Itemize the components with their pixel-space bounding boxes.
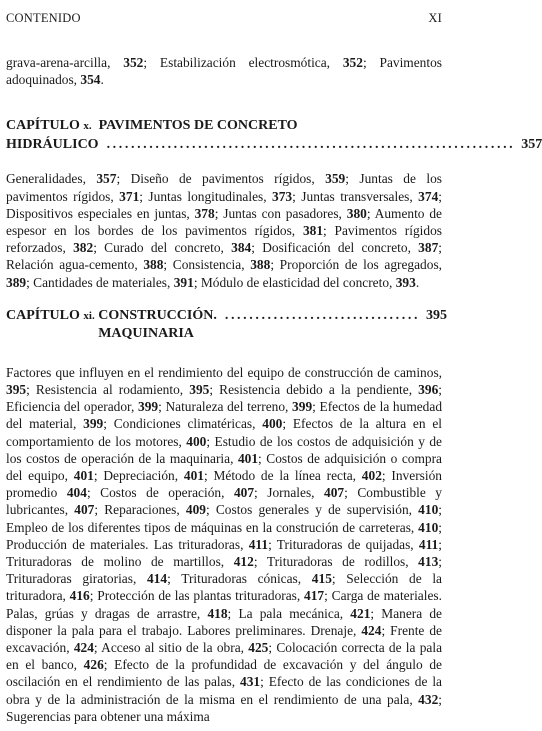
- entry-text: ; Pavimentos rígidos reforzados,: [6, 223, 443, 256]
- entry-text: ; Aumento de espesor en los bordes de los pavimentos rígidos,: [6, 205, 442, 239]
- entry-text: ; Método de la línea recta,: [203, 468, 362, 484]
- chapter-title-line-2: HIDRÁULICO: [6, 136, 99, 152]
- chapter-title-line-1: PAVIMENTOS DE CONCRETO: [98, 118, 298, 134]
- entry-text: ; Costos generales y de supervisión,: [205, 502, 419, 518]
- entry-page-number: 354: [80, 72, 101, 88]
- entry-page-number: 401: [237, 450, 259, 466]
- entry-text: ; Producción de materiales. Las trituradoras,: [6, 519, 442, 552]
- entry-text: ; La pala mecánica,: [227, 605, 351, 621]
- entry-text: ; Trituradoras de quijadas,: [268, 536, 419, 552]
- entry-page-number: 407: [233, 485, 255, 501]
- entry-text: ; Sugerencias para obtener una máxima: [6, 691, 442, 724]
- entry-text: ; Juntas con pasadores,: [214, 205, 347, 221]
- entry-text: ; Estudio de los costos de adquisición y de los costos de operación de la maquinaria,: [6, 433, 442, 466]
- entry-page-number: 404: [66, 485, 87, 501]
- running-header-title: CONTENIDO: [6, 11, 81, 25]
- chapter-label: CAPÍTULO: [6, 118, 80, 134]
- chapter-title-line-1: CONSTRUCCIÓN. MAQUINARIA: [98, 307, 217, 342]
- entry-text: ; Efecto de las condiciones de la obra y de la administración de la misma en el rendimiento de una pala,: [6, 674, 442, 707]
- entry-page-number: 399: [138, 399, 159, 415]
- entry-page-number: 432: [418, 691, 439, 707]
- entry-text: ; Consistencia,: [163, 257, 251, 273]
- entry-text: ; Dispositivos especiales en juntas,: [6, 188, 442, 221]
- entry-text: ; Condiciones climatéricas,: [103, 416, 263, 432]
- chapter-page-number: 395: [426, 307, 448, 323]
- entry-text: .: [415, 274, 420, 290]
- entry-page-number: 395: [6, 382, 27, 398]
- entry-page-number: 384: [231, 240, 252, 256]
- continued-entries: [6, 54, 442, 88]
- entry-text: ; Juntas transversales,: [292, 188, 419, 204]
- entry-text: grava-arena-arcilla,: [6, 55, 124, 70]
- entry-text: ; Efectos de la altura en el comportamiento de los motores,: [6, 416, 443, 449]
- chapter-heading-xi: [6, 307, 448, 344]
- entry-text: ; Combustible y lubricantes,: [6, 485, 443, 518]
- entry-text: ; Diseño de pavimentos rígidos,: [116, 171, 326, 187]
- entry-page-number: 418: [207, 605, 228, 621]
- entry-text: ; Empleo de los diferentes tipos de máquinas en la construción de carreteras,: [6, 502, 442, 535]
- entry-text: ; Resistencia al rodamiento,: [26, 382, 190, 398]
- entry-page-number: 399: [83, 416, 104, 432]
- entry-text: ; Reparaciones,: [94, 502, 186, 518]
- chapter-x-entries: [6, 170, 442, 290]
- chapter-heading-line-1: [6, 117, 442, 136]
- entry-page-number: 389: [6, 274, 27, 290]
- entry-page-number: 409: [185, 502, 206, 518]
- entry-text: ; Protección de las plantas trituradoras,: [89, 588, 305, 604]
- entry-text: ; Frente de excavación,: [6, 622, 443, 656]
- entry-page-number: 421: [350, 605, 371, 621]
- entry-text: ; Inversión promedio: [6, 468, 442, 501]
- entry-page-number: 352: [123, 55, 144, 70]
- entry-page-number: 400: [262, 416, 283, 432]
- entry-page-number: 416: [69, 588, 90, 604]
- entry-page-number: 357: [96, 171, 117, 187]
- entry-page-number: 411: [418, 536, 439, 552]
- entry-page-number: 396: [418, 382, 439, 398]
- entry-page-number: 359: [325, 171, 346, 187]
- entry-page-number: 425: [248, 640, 269, 656]
- entry-text: ; Acceso al sitio de la obra,: [93, 640, 249, 656]
- entry-page-number: 388: [143, 257, 164, 273]
- entry-text: ; Resistencia debido a la pendiente,: [209, 382, 419, 398]
- entry-page-number: 399: [292, 399, 313, 415]
- entry-text: ; Eficiencia del operador,: [6, 382, 442, 415]
- entry-text: ; Trituradoras cónicas,: [167, 571, 312, 587]
- entry-page-number: 402: [361, 468, 382, 484]
- entry-page-number: 382: [73, 240, 94, 256]
- entry-page-number: 414: [146, 571, 168, 587]
- entry-page-number: 407: [324, 485, 345, 501]
- dot-leader: ................................: [224, 307, 421, 323]
- entry-text: ; Pavimentos adoquinados,: [6, 55, 442, 88]
- entry-page-number: 380: [346, 205, 367, 221]
- entry-page-number: 413: [418, 554, 439, 570]
- entry-page-number: 401: [183, 468, 204, 484]
- entry-text: ; Módulo de elasticidad del concreto,: [193, 274, 396, 290]
- entry-page-number: 412: [233, 554, 254, 570]
- entry-page-number: 417: [304, 588, 325, 604]
- entry-text: ; Selección de la trituradora,: [6, 571, 442, 604]
- entry-page-number: 401: [73, 468, 94, 484]
- entry-text: ; Trituradoras de molino de martillos,: [6, 536, 442, 570]
- dot-leader: ...................................................................: [106, 136, 516, 152]
- entry-text: ; Proporción de los agregados,: [270, 257, 443, 273]
- entry-text: ; Depreciación,: [93, 468, 184, 484]
- chapter-page-number: 357: [521, 136, 542, 152]
- entry-text: ; Manera de disponer la pala para el trabajo. Labores preliminares. Drenaje,: [6, 605, 442, 638]
- running-header-page-number: XI: [428, 11, 442, 25]
- chapter-label: CAPÍTULO: [6, 307, 80, 323]
- entry-text: ; Dosificación del concreto,: [251, 240, 419, 256]
- entry-page-number: 410: [418, 502, 439, 518]
- entry-page-number: 393: [395, 274, 416, 290]
- running-header: [6, 8, 442, 28]
- entry-text: ; Costos de adquisición o compra del equipo,: [6, 450, 442, 484]
- entry-text: ; Trituradoras de rodillos,: [253, 554, 419, 570]
- chapter-heading-x: [6, 117, 542, 154]
- entry-text: ; Curado del concreto,: [93, 240, 232, 256]
- chapter-xi-entries: [6, 364, 442, 725]
- entry-page-number: 388: [250, 257, 271, 273]
- entry-page-number: 371: [119, 188, 140, 204]
- entry-text: ; Trituradoras giratorias,: [6, 554, 442, 587]
- entry-text: ; Relación agua-cemento,: [6, 240, 442, 273]
- entry-text: ; Juntas longitudinales,: [139, 188, 273, 204]
- chapter-number: x.: [83, 120, 92, 133]
- chapter-number: xi.: [83, 309, 95, 322]
- chapter-heading-line-1: [6, 307, 448, 344]
- entry-page-number: 387: [418, 240, 439, 256]
- entry-page-number: 426: [83, 657, 104, 673]
- entry-page-number: 424: [73, 640, 94, 656]
- entry-text: ; Naturaleza del terreno,: [158, 399, 293, 415]
- entry-page-number: 400: [186, 433, 207, 449]
- entry-text: ; Efectos de la humedad del material,: [6, 399, 443, 432]
- entry-text: ; Efecto de la profundidad de excavación y del ángulo de oscilación en el rendimiento de las palas,: [6, 657, 442, 690]
- entry-text: ; Cantidades de materiales,: [26, 274, 174, 290]
- entry-page-number: 381: [302, 223, 324, 239]
- entry-text: Generalidades,: [6, 171, 97, 187]
- entry-text: ; Costos de operación,: [86, 485, 234, 501]
- entry-text: ; Colocación correcta de la pala en el banco,: [6, 640, 443, 673]
- entry-page-number: 431: [240, 674, 261, 690]
- entry-text: Factores que influyen en el rendimiento del equipo de construcción de caminos,: [6, 364, 442, 380]
- entry-text: ; Carga de materiales. Palas, grúas y dragas de arrastre,: [6, 588, 442, 621]
- entry-text: ; Estabilización electrosmótica,: [143, 55, 343, 70]
- entry-page-number: 378: [194, 205, 215, 221]
- entry-page-number: 415: [311, 571, 332, 587]
- entry-page-number: 391: [173, 274, 194, 290]
- entry-page-number: 407: [74, 502, 95, 518]
- entry-text: ; Juntas de los pavimentos rígidos,: [6, 171, 442, 204]
- entry-text: .: [100, 72, 104, 88]
- entry-page-number: 411: [248, 536, 269, 552]
- entry-page-number: 395: [189, 382, 210, 398]
- entry-text: ; Jornales,: [254, 485, 325, 501]
- entry-page-number: 373: [272, 188, 293, 204]
- entry-page-number: 424: [361, 622, 382, 638]
- entry-page-number: 374: [418, 188, 439, 204]
- entry-page-number: 352: [342, 55, 363, 70]
- book-page: [6, 8, 542, 725]
- entry-page-number: 410: [418, 519, 439, 535]
- chapter-heading-line-2: [6, 136, 542, 155]
